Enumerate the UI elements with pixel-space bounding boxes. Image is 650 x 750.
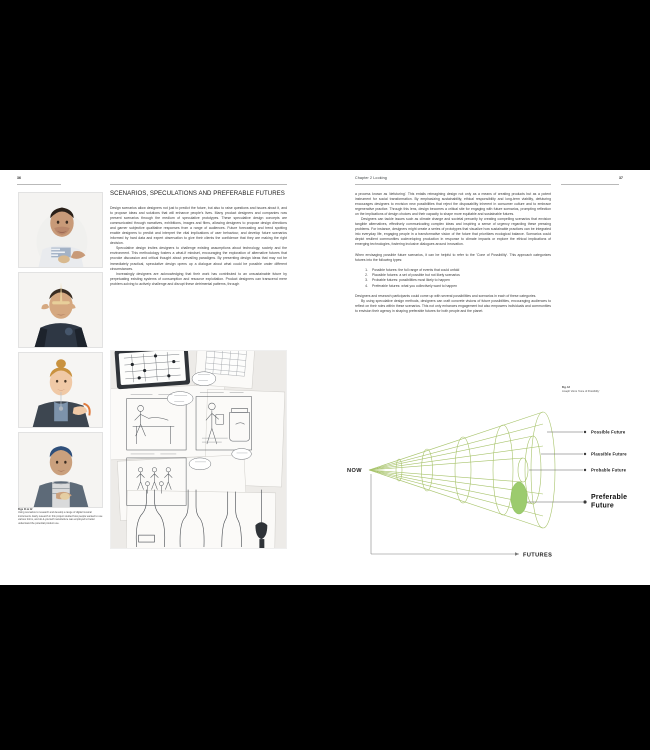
futures-arrow-icon xyxy=(515,552,519,556)
right-paragraph-3: When envisaging possible future scenarios, it can be helpful to refer to the 'Cone of Possibility'. This approach categorizes futures into the following types: xyxy=(355,252,551,262)
callout-probable-future: Probable Future xyxy=(591,467,627,473)
left-page xyxy=(0,170,325,585)
list-item: 3. Probable futures: possibilities most likely to happen xyxy=(369,278,551,283)
right-paragraph-4: Designers and research participants could come up with several possibilities and scenarios in each of these categories. xyxy=(355,294,537,299)
page-number-right: 37 xyxy=(619,176,623,180)
callout-plausible-future: Plausible Future xyxy=(591,451,627,457)
left-paragraph-3: Increasingly designers are acknowledging that their work has contributed to an unsustainable future by perpetuating existing systems of consumption and resource exploitation. Product designers can transcend mere problem-solving to actively challenge and disrupt these detrimental patterns, through xyxy=(110,271,287,286)
preferable-future-marker xyxy=(511,482,527,514)
cone-body xyxy=(369,412,555,528)
futures-label: FUTURES xyxy=(523,552,553,559)
page-number-left: 36 xyxy=(17,176,21,180)
right-page xyxy=(325,170,650,585)
header-rule-left-inner xyxy=(110,184,287,185)
figure-caption-left-text: Using scenarios to research and develop a range of digital musical instruments. Early research in this project studied how people wanted to use various forms, and do-it-yourself manufacture was employed to better understand the potential product use. xyxy=(18,511,103,525)
book-spread xyxy=(0,170,650,585)
photo-portrait-4 xyxy=(18,432,103,508)
list-item: 2. Plausible futures: a set of possible but not likely scenarios xyxy=(369,273,551,278)
callout-preferable-future-line2: Future xyxy=(591,502,614,510)
right-paragraph-1: a process known as 'defuturing'. This entails reimagining design not only as a means of creating products but as a potent instrument for social transformation. By emphasizing sustainability, ethical responsibility and long-term viability, defuturing encourages designers to envision new possibilities that reject the disposability inherent in consumer culture and to embrace regenerative practice. Through this lens, design becomes a critical site for engaging with future scenarios, prompting reflection on the implications of design choices and their capacity to shape more equitable and sustainable futures. xyxy=(355,192,551,217)
photo-design-sketches xyxy=(110,350,287,549)
list-item: 4. Preferable futures: what you collectively want to happen xyxy=(369,284,551,289)
callout-possible-future: Possible Future xyxy=(591,429,626,435)
left-paragraph-2: Speculative design invites designers to challenge existing assumptions about technology, society and the environment. This methodology fosters a what-if mindset, encouraging the exploration of alternative futures that provoke discussion and critical thought about prevailing paradigms. By presenting design ideas that may not be immediately practical, speculative design opens up a dialogue about what could be possible under different circumstances. xyxy=(110,246,287,271)
header-rule-right-outer xyxy=(561,184,619,185)
right-paragraph-2: Designers can tackle issues such as climate change and societal precarity by creating compelling scenarios that envision tangible alternatives, effectively communicating complex ideas and inspiring a sense of urgency regarding these pressing problems. For instance, designers might create a series of prototypes that visualize how sustainable practices can be integrated into everyday life, engaging people in a transformative vision of the future that prioritizes ecological balance. Scenarios could depict resilient communities codeveloping production in response to climate impacts or explore the ethical implications of emerging technologies, fostering inclusive dialogues around innovation. xyxy=(355,217,551,247)
figure-caption-right-text: Joseph Voros 'Cone of Possibility' xyxy=(562,389,600,393)
list-item: 1. Possible futures: the full range of events that could unfold xyxy=(369,268,551,273)
callout-preferable-future-line1: Preferable xyxy=(591,494,628,501)
now-label: NOW xyxy=(347,468,362,474)
header-rule-right-inner xyxy=(355,184,551,185)
left-paragraph-1: Design scenarios allow designers not just to predict the future, but also to raise questions and issues about it, and to propose ideas and solutions that will enhance people's lives. Many product designers and companies now present scenarios through the medium of speculative prototypes. These speculative design concepts are communicated through narratives, exhibitions, images and films, allowing designers to propose design directions and garner subjective qualitative responses from a range of audiences. Future forecasting and trend spotting enable designers to predict and interpret the vital implications of user behaviour, and develop future scenarios informed by hard data and expert observation to give their clients the confidence that they are making the right decision. xyxy=(110,206,287,246)
left-page-body xyxy=(110,206,287,287)
header-rule-left-outer xyxy=(17,184,61,185)
figure-caption-right xyxy=(562,386,622,393)
futures-type-list xyxy=(355,268,551,290)
chapter-running-head: Chapter 2 Looking xyxy=(355,176,387,180)
photo-portrait-1 xyxy=(18,192,103,268)
left-page-headline: SCENARIOS, SPECULATIONS AND PREFERABLE FUTURES xyxy=(110,190,285,197)
callout-bullets xyxy=(583,431,586,504)
cone-of-possibility-diagram xyxy=(347,410,637,570)
figure-caption-left-label: Figs 11 & 12 xyxy=(18,508,33,511)
right-paragraph-5: By using speculative design methods, designers can craft concrete visions of future possibilities, encouraging audiences to reflect on their roles within these scenarios. This not only enhances engagement but also empowers individuals and communities to envision their agency in shaping preferable futures for both people and the planet. xyxy=(355,299,551,314)
photo-portrait-3 xyxy=(18,352,103,428)
figure-caption-left xyxy=(18,508,104,525)
photo-portrait-2 xyxy=(18,272,103,348)
cone-diagram-svg xyxy=(347,410,637,570)
right-page-body xyxy=(355,192,551,314)
figure-caption-right-label: Fig. 12 xyxy=(562,386,570,389)
